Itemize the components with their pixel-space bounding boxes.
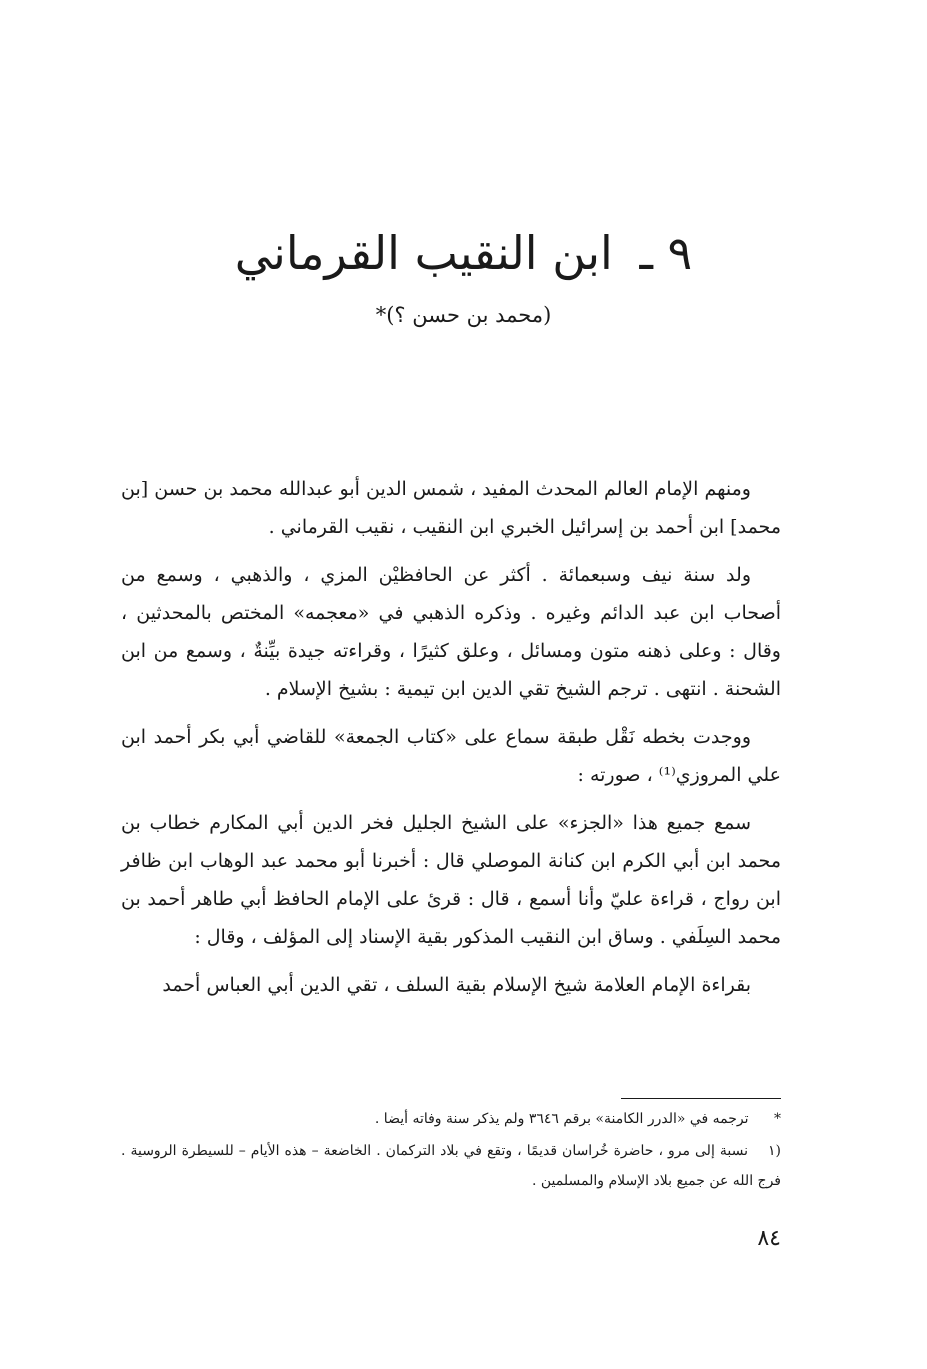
chapter-number: ٩ ـ — [639, 226, 693, 280]
footnote-item — [121, 1104, 781, 1134]
main-text — [121, 470, 781, 1014]
footnote-marker: (١ — [768, 1143, 781, 1159]
footnote-item — [121, 1136, 781, 1196]
footnotes — [121, 1104, 781, 1198]
paragraph-3: ووجدت بخطه نَقْل طبقة سماع على «كتاب الجمعة» للقاضي أبي بكر أحمد ابن علي المروزي⁽¹⁾ ، صورته : — [121, 726, 781, 786]
paragraph-4: سمع جميع هذا «الجزء» على الشيخ الجليل فخر الدين أبي المكارم خطاب بن محمد ابن أبي الكرم ابن كنانة الموصلي قال : أخبرنا أبو محمد عبد الوهاب ابن ظافر ابن رواج ، قراءة عليّ وأنا أسمع ، قال : قرئ على الإمام الحافظ أبي طاهر أحمد بن محمد السِلَفي . وساق ابن النقيب المذكور بقية الإسناد إلى المؤلف ، وقال : — [121, 812, 781, 948]
chapter-subtitle: (محمد بن حسن ؟)* — [375, 303, 552, 327]
chapter-title: ابن النقيب القرماني — [234, 226, 613, 280]
paragraph-1: ومنهم الإمام العالم المحدث المفيد ، شمس الدين أبو عبدالله محمد بن حسن [بن محمد] ابن أحمد بن إسرائيل الخبري ابن النقيب ، نقيب القرماني . — [121, 478, 781, 538]
footnote-marker: * — [774, 1111, 781, 1127]
chapter-heading — [0, 220, 927, 286]
paragraph-5: بقراءة الإمام العلامة شيخ الإسلام بقية السلف ، تقي الدين أبي العباس أحمد — [162, 974, 751, 996]
footnote-text: نسبة إلى مرو ، حاضرة خُراسان قديمًا ، وتقع في بلاد التركمان . الخاضعة – هذه الأيام – للسيطرة الروسية . فرج الله عن جميع بلاد الإسلام والمسلمين . — [121, 1143, 781, 1189]
page-number: ٨٤ — [757, 1226, 781, 1251]
paragraph-2: ولد سنة نيف وسبعمائة . أكثر عن الحافظيْن المزي ، والذهبي ، وسمع من أصحاب ابن عبد الدائم وغيره . وذكره الذهبي في «معجمه» المختص بالمحدثين ، وقال : وعلى ذهنه متون ومسائل ، وعلق كثيرًا ، وقراءته جيدة بيِّنةٌ ، وسمع من ابن الشحنة . انتهى . ترجم الشيخ تقي الدين ابن تيمية : بشيخ الإسلام . — [121, 564, 781, 700]
footnote-divider — [621, 1098, 781, 1099]
footnote-text: ترجمه في «الدرر الكامنة» برقم ٣٦٤٦ ولم يذكر سنة وفاته أيضا . — [374, 1111, 749, 1127]
